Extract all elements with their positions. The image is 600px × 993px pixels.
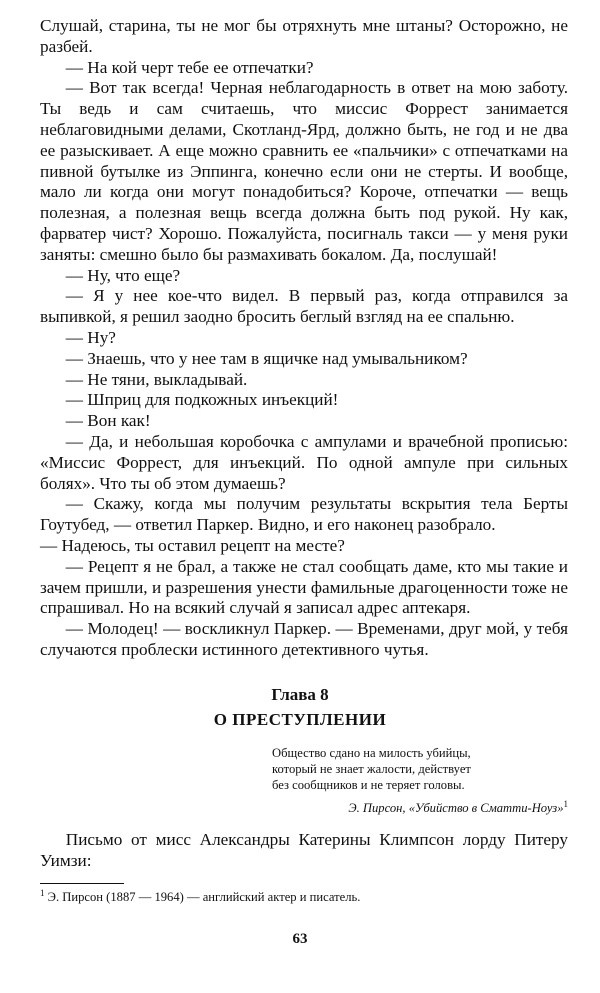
page-number: 63 xyxy=(292,931,308,947)
body-text xyxy=(40,16,568,661)
paragraph: — Знаешь, что у нее там в ящичке над умывальником? xyxy=(65,348,468,368)
paragraph: — Я у нее кое-что видел. В первый раз, когда отправился за выпивкой, я решил заодно бросить беглый взгляд на ее спальню. xyxy=(40,286,568,327)
footnote xyxy=(40,889,568,905)
paragraph: — На кой черт тебе ее отпечатки? xyxy=(65,57,314,77)
footnote-divider xyxy=(40,883,124,884)
chapter-title: О ПРЕСТУПЛЕНИИ xyxy=(213,710,387,729)
paragraph: Слушай, старина, ты не мог бы отряхнуть мне штаны? Осторожно, не разбей. xyxy=(40,16,568,56)
paragraph: — Не тяни, выкладывай. xyxy=(65,369,248,389)
paragraph: — Вон как! xyxy=(65,411,151,431)
paragraph: — Да, и небольшая коробочка с ампулами и врачебной прописью: «Миссис Форрест, для инъекций. По одной ампуле при сильных болях». Что ты об этом думаешь? xyxy=(40,431,568,493)
paragraph: — Молодец! — воскликнул Паркер. — Временами, друг мой, у тебя случаются проблески истинного детективного чутья. xyxy=(40,619,568,659)
footnote-reference: 1 xyxy=(563,799,568,809)
letter-intro: Письмо от мисс Александры Катерины Климпсон лорду Питеру Уимзи: xyxy=(40,830,568,870)
epigraph-attribution-text: Э. Пирсон, «Убийство в Сматти-Ноуз» xyxy=(348,801,564,815)
footnote-text: Э. Пирсон (1887 — 1964) — английский актер и писатель. xyxy=(47,890,361,904)
epigraph-line: который не знает жалости, действует xyxy=(272,762,471,777)
footnote-mark: 1 xyxy=(40,888,45,898)
epigraph-attribution xyxy=(272,800,568,816)
chapter-number: Глава 8 xyxy=(271,685,329,704)
paragraph: — Надеюсь, ты оставил рецепт на месте? xyxy=(40,535,345,555)
epigraph-line: без сообщников и не теряет головы. xyxy=(272,778,465,793)
paragraph: — Шприц для подкожных инъекций! xyxy=(65,390,339,410)
paragraph: — Ну, что еще? xyxy=(65,265,181,285)
paragraph: — Ну? xyxy=(65,327,116,347)
paragraph: — Рецепт я не брал, а также не стал сообщать даме, кто мы такие и зачем пришли, и разрешения унести фамильные драгоценности тоже не спрашивал. Но на всякий случай я записал адрес аптекаря. xyxy=(40,556,568,618)
epigraph-line: Общество сдано на милость убийцы, xyxy=(272,746,471,760)
paragraph: — Скажу, когда мы получим результаты вскрытия тела Берты Гоутубед, — ответил Паркер. Видно, и его наконец разобрало. xyxy=(40,494,568,535)
epigraph xyxy=(272,745,572,794)
paragraph: — Вот так всегда! Черная неблагодарность в ответ на мою заботу. Ты ведь и сам считаешь, что миссис Форрест занимается неблаговидными делами, Скотланд-Ярд, должно быть, не год и не два ее разыскивает. А еще можно сравнить ее «пальчики» с отпечатками на пивной бутылке из Эппинга, конечно если они не стерты. И вообще, мало ли когда они могут понадобиться? Короче, отпечатки — вещь полезная, а полезная вещь всегда должна быть под рукой. Ну как, фарватер чист? Хорошо. Пожалуйста, посигналь такси — у меня руки заняты: смешно было бы размахивать бокалом. Да, послушай! xyxy=(40,78,568,264)
